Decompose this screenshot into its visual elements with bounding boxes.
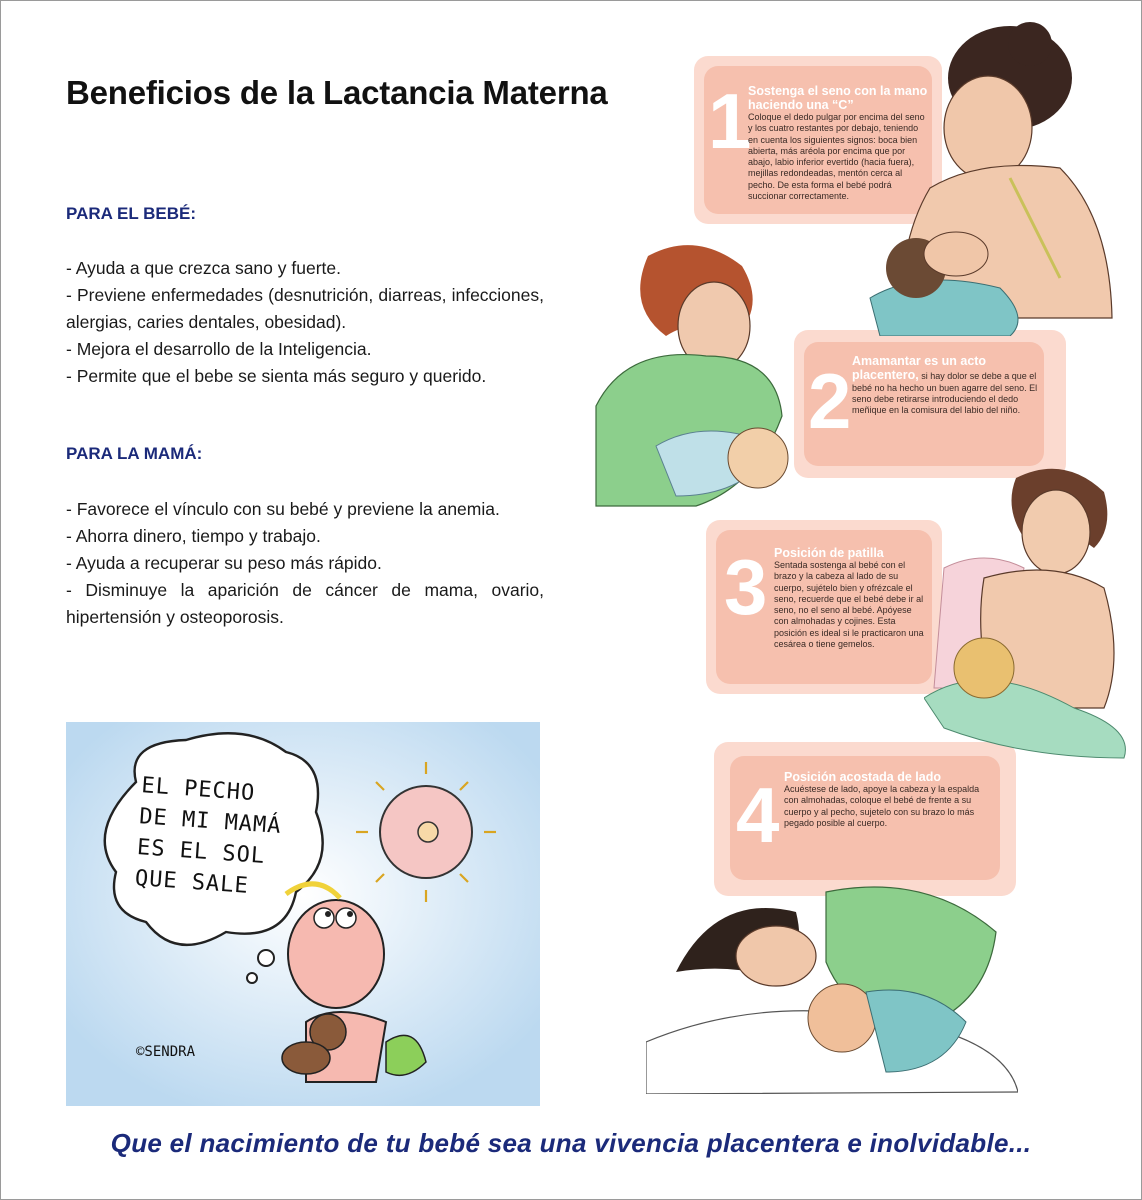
step-1-body: Coloque el dedo pulgar por encima del seno y los cuatro restantes por debajo, teniendo en cuenta los siguientes signos: boca bien abierta, más aréola por encima que por abajo, labio inferior evertido (hacia fuera), mejillas redondeadas, mentón cerca al pecho. De esta forma el bebé podrá succionar correctamente. <box>748 112 925 202</box>
bubble-line: DE MI MAMÁ <box>138 804 283 840</box>
step-4-body: Acuéstese de lado, apoye la cabeza y la espalda con almohadas, coloque el bebé de frente a su cuerpo y al pecho, sujetelo con su brazo lo más pegado posible al cuerpo. <box>784 784 980 828</box>
step-3-body: Sentada sostenga al bebé con el brazo y la cabeza al lado de su cuerpo, sujételo bien y ofrézcale el seno, recuerde que el bebé debe ir al seno, no el seno al bebé. Apóyese con almohadas y cojines. Esta posición es ideal si le practicaron una cesárea o tiene gemelos. <box>774 560 924 650</box>
step-3-number: 3 <box>724 543 768 631</box>
mother-illustration-1 <box>860 18 1120 336</box>
bubble-line: ES EL SOL <box>136 835 266 869</box>
speech-bubble-text <box>134 770 312 906</box>
step-1-heading: Sostenga el seno con la mano haciendo una “C” <box>748 84 928 112</box>
list-item: - Previene enfermedades (desnutrición, diarreas, infecciones, alergias, caries dentales, obesidad). <box>66 285 544 332</box>
bubble-line: QUE SALE <box>134 865 250 899</box>
benefits-list-bebe <box>66 255 544 390</box>
list-item: - Permite que el bebe se sienta más seguro y querido. <box>66 366 487 386</box>
section-heading-mama: PARA LA MAMÁ: <box>66 444 203 463</box>
mother-illustration-2 <box>586 236 812 508</box>
step-1-number: 1 <box>708 77 752 165</box>
step-4-number: 4 <box>736 771 780 859</box>
step-3-card <box>706 520 944 696</box>
footer-slogan: Que el nacimiento de tu bebé sea una vivencia placentera e inolvidable... <box>110 1128 1032 1158</box>
step-4-text <box>784 770 992 829</box>
list-item: - Ahorra dinero, tiempo y trabajo. <box>66 526 321 546</box>
benefits-list-mama <box>66 496 544 631</box>
step-2-number: 2 <box>808 357 852 445</box>
list-item: - Ayuda a que crezca sano y fuerte. <box>66 258 341 278</box>
step-3-heading: Posición de patilla <box>774 546 884 560</box>
bubble-line: EL PECHO <box>140 773 257 807</box>
section-heading-bebe: PARA EL BEBÉ: <box>66 204 197 223</box>
step-2-body: si hay dolor se debe a que el bebé no ha hecho un buen agarre del seno. El seno debe retirarse introduciendo el dedo meñique en la comisura del labio del niño. <box>852 371 1038 416</box>
mother-illustration-3 <box>924 458 1134 770</box>
list-item: - Favorece el vínculo con su bebé y previene la anemia. <box>66 499 500 519</box>
step-3-text <box>774 546 926 650</box>
step-4-heading: Posición acostada de lado <box>784 770 941 784</box>
step-2-text <box>852 354 1038 416</box>
page-title: Beneficios de la Lactancia Materna <box>66 74 608 111</box>
list-item: - Ayuda a recuperar su peso más rápido. <box>66 553 382 573</box>
step-2-heading: Amamantar es un acto placentero, <box>852 354 987 383</box>
list-item: - Mejora el desarrollo de la Inteligencia. <box>66 339 372 359</box>
mother-illustration-4 <box>646 872 1018 1094</box>
cartoon-signature: ©SENDRA <box>136 1044 196 1060</box>
list-item: - Disminuye la aparición de cáncer de mama, ovario, hipertensión y osteoporosis. <box>66 580 544 627</box>
